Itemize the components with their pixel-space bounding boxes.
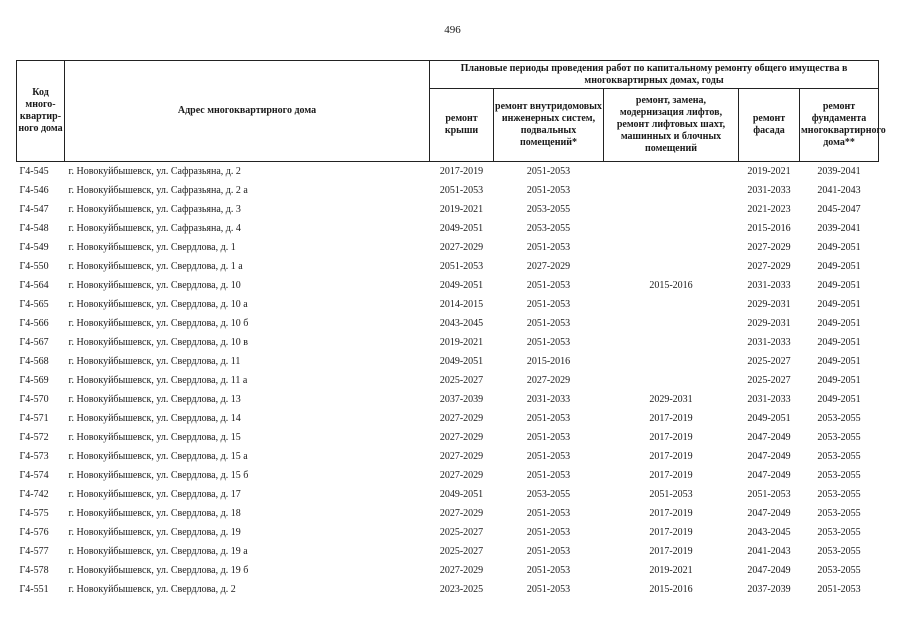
cell-elevator: 2017-2019 <box>649 527 693 538</box>
cell-elevator: 2017-2019 <box>649 451 693 462</box>
page-number: 496 <box>444 24 461 36</box>
cell-engineering: 2015-2016 <box>526 356 571 367</box>
cell-engineering: 2051-2053 <box>526 166 571 177</box>
cell-foundation: 2053-2055 <box>817 527 861 538</box>
cell-roof: 2037-2039 <box>439 394 484 405</box>
cell-code: Г4-567 <box>19 337 49 348</box>
cell-engineering: 2051-2053 <box>526 280 571 291</box>
cell-foundation: 2039-2041 <box>817 223 861 234</box>
cell-roof: 2043-2045 <box>439 318 484 329</box>
cell-facade: 2015-2016 <box>747 223 791 234</box>
cell-foundation: 2053-2055 <box>817 489 861 500</box>
cell-roof: 2025-2027 <box>439 546 484 557</box>
table-row <box>17 485 879 504</box>
cell-roof: 2049-2051 <box>439 223 484 234</box>
cell-engineering: 2027-2029 <box>526 261 571 272</box>
cell-address: г. Новокуйбышевск, ул. Свердлова, д. 13 <box>68 394 241 405</box>
cell-address: г. Новокуйбышевск, ул. Свердлова, д. 15 <box>68 432 241 443</box>
cell-address: г. Новокуйбышевск, ул. Сафразьяна, д. 4 <box>68 223 241 234</box>
cell-foundation: 2053-2055 <box>817 432 861 443</box>
header-code: Код много-квартир-ного дома <box>17 61 65 162</box>
header-engineering: ремонт внутридомовых инженерных систем, подвальных помещений* <box>494 89 604 162</box>
cell-elevator: 2017-2019 <box>649 508 693 519</box>
cell-code: Г4-546 <box>19 185 49 196</box>
cell-elevator: 2015-2016 <box>649 280 693 291</box>
cell-facade: 2025-2027 <box>747 375 791 386</box>
cell-roof: 2014-2015 <box>439 299 484 310</box>
repair-schedule-table <box>16 60 886 599</box>
cell-facade: 2047-2049 <box>747 470 791 481</box>
cell-elevator <box>604 295 739 314</box>
cell-address: г. Новокуйбышевск, ул. Свердлова, д. 10 а <box>68 299 248 310</box>
table-row <box>17 314 879 333</box>
cell-roof: 2025-2027 <box>439 375 484 386</box>
cell-foundation: 2039-2041 <box>817 166 861 177</box>
header-facade: ремонт фасада <box>739 89 800 162</box>
header-planned-periods: Плановые периоды проведения работ по капитальному ремонту общего имущества в многоквартирных домах, годы <box>430 61 879 89</box>
table-row <box>17 561 879 580</box>
table-row <box>17 580 879 599</box>
table-row <box>17 295 879 314</box>
table-header <box>17 61 886 162</box>
cell-engineering: 2053-2055 <box>526 489 571 500</box>
cell-engineering: 2051-2053 <box>526 337 571 348</box>
table-row <box>17 181 879 200</box>
cell-foundation: 2049-2051 <box>817 261 861 272</box>
header-roof: ремонт крыши <box>430 89 494 162</box>
cell-address: г. Новокуйбышевск, ул. Свердлова, д. 10 б <box>68 318 249 329</box>
cell-engineering: 2051-2053 <box>526 565 571 576</box>
cell-facade: 2031-2033 <box>747 394 791 405</box>
cell-roof: 2027-2029 <box>439 432 484 443</box>
cell-roof: 2019-2021 <box>439 204 484 215</box>
cell-roof: 2027-2029 <box>439 451 484 462</box>
cell-code: Г4-569 <box>19 375 49 386</box>
header-foundation: ремонт фундамента многоквартирного дома** <box>800 89 879 162</box>
cell-foundation: 2053-2055 <box>817 565 861 576</box>
table-row <box>17 523 879 542</box>
cell-foundation: 2049-2051 <box>817 318 861 329</box>
cell-elevator: 2051-2053 <box>649 489 693 500</box>
cell-engineering: 2051-2053 <box>526 451 571 462</box>
table-row <box>17 276 879 295</box>
table-row <box>17 428 879 447</box>
cell-roof: 2051-2053 <box>439 261 484 272</box>
cell-roof: 2027-2029 <box>439 242 484 253</box>
cell-elevator: 2019-2021 <box>649 565 693 576</box>
table-row <box>17 257 879 276</box>
cell-facade: 2029-2031 <box>747 318 791 329</box>
cell-foundation: 2053-2055 <box>817 470 861 481</box>
cell-engineering: 2053-2055 <box>526 204 571 215</box>
cell-roof: 2027-2029 <box>439 470 484 481</box>
cell-foundation: 2051-2053 <box>817 584 861 595</box>
cell-code: Г4-576 <box>19 527 49 538</box>
cell-elevator <box>604 257 739 276</box>
cell-address: г. Новокуйбышевск, ул. Свердлова, д. 1 <box>68 242 236 253</box>
cell-roof: 2019-2021 <box>439 337 484 348</box>
cell-roof: 2027-2029 <box>439 413 484 424</box>
cell-foundation: 2049-2051 <box>817 356 861 367</box>
cell-facade: 2051-2053 <box>747 489 791 500</box>
cell-address: г. Новокуйбышевск, ул. Свердлова, д. 11 <box>68 356 241 367</box>
cell-address: г. Новокуйбышевск, ул. Свердлова, д. 1 а <box>68 261 243 272</box>
cell-foundation: 2053-2055 <box>817 413 861 424</box>
cell-foundation: 2053-2055 <box>817 508 861 519</box>
cell-engineering: 2051-2053 <box>526 546 571 557</box>
cell-engineering: 2051-2053 <box>526 318 571 329</box>
table-row <box>17 504 879 523</box>
table-row <box>17 542 879 561</box>
cell-code: Г4-566 <box>19 318 49 329</box>
cell-facade: 2031-2033 <box>747 280 791 291</box>
cell-facade: 2047-2049 <box>747 565 791 576</box>
cell-facade: 2041-2043 <box>747 546 791 557</box>
cell-code: Г4-547 <box>19 204 49 215</box>
cell-engineering: 2051-2053 <box>526 413 571 424</box>
cell-engineering: 2051-2053 <box>526 527 571 538</box>
cell-roof: 2023-2025 <box>439 584 484 595</box>
cell-roof: 2051-2053 <box>439 185 484 196</box>
cell-elevator <box>604 219 739 238</box>
cell-facade: 2047-2049 <box>747 432 791 443</box>
cell-engineering: 2031-2033 <box>526 394 571 405</box>
cell-roof: 2017-2019 <box>439 166 484 177</box>
cell-foundation: 2049-2051 <box>817 242 861 253</box>
cell-roof: 2027-2029 <box>439 508 484 519</box>
table-row <box>17 238 879 257</box>
cell-code: Г4-574 <box>19 470 49 481</box>
cell-code: Г4-573 <box>19 451 49 462</box>
cell-code: Г4-577 <box>19 546 49 557</box>
cell-code: Г4-742 <box>19 489 49 500</box>
table-row <box>17 390 879 409</box>
cell-engineering: 2051-2053 <box>526 508 571 519</box>
cell-foundation: 2049-2051 <box>817 280 861 291</box>
cell-elevator <box>604 352 739 371</box>
table-row <box>17 200 879 219</box>
cell-facade: 2031-2033 <box>747 185 791 196</box>
cell-code: Г4-564 <box>19 280 49 291</box>
cell-elevator <box>604 181 739 200</box>
cell-code: Г4-548 <box>19 223 49 234</box>
cell-facade: 2049-2051 <box>747 413 791 424</box>
cell-address: г. Новокуйбышевск, ул. Свердлова, д. 19 <box>68 527 241 538</box>
table-row <box>17 162 879 182</box>
cell-facade: 2025-2027 <box>747 356 791 367</box>
cell-roof: 2027-2029 <box>439 565 484 576</box>
cell-foundation: 2045-2047 <box>817 204 861 215</box>
cell-foundation: 2049-2051 <box>817 375 861 386</box>
cell-engineering: 2051-2053 <box>526 242 571 253</box>
cell-foundation: 2053-2055 <box>817 546 861 557</box>
cell-address: г. Новокуйбышевск, ул. Сафразьяна, д. 3 <box>68 204 241 215</box>
cell-engineering: 2051-2053 <box>526 299 571 310</box>
cell-engineering: 2051-2053 <box>526 185 571 196</box>
cell-roof: 2025-2027 <box>439 527 484 538</box>
cell-code: Г4-572 <box>19 432 49 443</box>
cell-roof: 2049-2051 <box>439 356 484 367</box>
cell-address: г. Новокуйбышевск, ул. Свердлова, д. 14 <box>68 413 241 424</box>
cell-address: г. Новокуйбышевск, ул. Свердлова, д. 19 а <box>68 546 248 557</box>
cell-address: г. Новокуйбышевск, ул. Свердлова, д. 10 в <box>68 337 248 348</box>
cell-elevator: 2017-2019 <box>649 546 693 557</box>
cell-address: г. Новокуйбышевск, ул. Свердлова, д. 10 <box>68 280 241 291</box>
cell-code: Г4-568 <box>19 356 49 367</box>
cell-address: г. Новокуйбышевск, ул. Свердлова, д. 2 <box>68 584 236 595</box>
cell-roof: 2049-2051 <box>439 280 484 291</box>
cell-code: Г4-578 <box>19 565 49 576</box>
cell-code: Г4-571 <box>19 413 49 424</box>
cell-engineering: 2051-2053 <box>526 470 571 481</box>
cell-code: Г4-545 <box>19 166 49 177</box>
cell-foundation: 2049-2051 <box>817 394 861 405</box>
cell-code: Г4-570 <box>19 394 49 405</box>
cell-facade: 2019-2021 <box>747 166 791 177</box>
cell-engineering: 2051-2053 <box>526 584 571 595</box>
table-row <box>17 352 879 371</box>
table-body <box>17 162 879 600</box>
cell-elevator: 2017-2019 <box>649 413 693 424</box>
cell-elevator: 2029-2031 <box>649 394 693 405</box>
cell-elevator: 2017-2019 <box>649 470 693 481</box>
table-row <box>17 219 879 238</box>
cell-address: г. Новокуйбышевск, ул. Свердлова, д. 15 б <box>68 470 249 481</box>
cell-code: Г4-551 <box>19 584 49 595</box>
cell-foundation: 2049-2051 <box>817 299 861 310</box>
cell-facade: 2031-2033 <box>747 337 791 348</box>
cell-roof: 2049-2051 <box>439 489 484 500</box>
cell-address: г. Новокуйбышевск, ул. Свердлова, д. 18 <box>68 508 241 519</box>
cell-facade: 2037-2039 <box>747 584 791 595</box>
table-row <box>17 447 879 466</box>
table-row <box>17 333 879 352</box>
cell-facade: 2027-2029 <box>747 242 791 253</box>
cell-engineering: 2027-2029 <box>526 375 571 386</box>
cell-elevator <box>604 238 739 257</box>
cell-address: г. Новокуйбышевск, ул. Свердлова, д. 15 а <box>68 451 248 462</box>
cell-code: Г4-549 <box>19 242 49 253</box>
cell-elevator <box>604 371 739 390</box>
cell-elevator <box>604 162 739 182</box>
cell-facade: 2027-2029 <box>747 261 791 272</box>
header-address: Адрес многоквартирного дома <box>65 61 430 162</box>
cell-address: г. Новокуйбышевск, ул. Свердлова, д. 19 б <box>68 565 249 576</box>
cell-engineering: 2053-2055 <box>526 223 571 234</box>
cell-elevator <box>604 200 739 219</box>
cell-foundation: 2049-2051 <box>817 337 861 348</box>
cell-address: г. Новокуйбышевск, ул. Свердлова, д. 17 <box>68 489 241 500</box>
cell-code: Г4-575 <box>19 508 49 519</box>
cell-address: г. Новокуйбышевск, ул. Сафразьяна, д. 2 а <box>68 185 248 196</box>
cell-address: г. Новокуйбышевск, ул. Свердлова, д. 11 а <box>68 375 248 386</box>
cell-elevator <box>604 333 739 352</box>
cell-code: Г4-565 <box>19 299 49 310</box>
cell-elevator: 2017-2019 <box>649 432 693 443</box>
cell-foundation: 2041-2043 <box>817 185 861 196</box>
cell-elevator: 2015-2016 <box>649 584 693 595</box>
table-row <box>17 371 879 390</box>
header-elevator: ремонт, замена, модернизация лифтов, ремонт лифтовых шахт, машинных и блочных помещений <box>604 89 739 162</box>
cell-facade: 2047-2049 <box>747 508 791 519</box>
cell-code: Г4-550 <box>19 261 49 272</box>
cell-engineering: 2051-2053 <box>526 432 571 443</box>
table-row <box>17 466 879 485</box>
cell-foundation: 2053-2055 <box>817 451 861 462</box>
cell-facade: 2021-2023 <box>747 204 791 215</box>
cell-facade: 2047-2049 <box>747 451 791 462</box>
cell-address: г. Новокуйбышевск, ул. Сафразьяна, д. 2 <box>68 166 241 177</box>
table-row <box>17 409 879 428</box>
cell-facade: 2043-2045 <box>747 527 791 538</box>
cell-elevator <box>604 314 739 333</box>
cell-facade: 2029-2031 <box>747 299 791 310</box>
